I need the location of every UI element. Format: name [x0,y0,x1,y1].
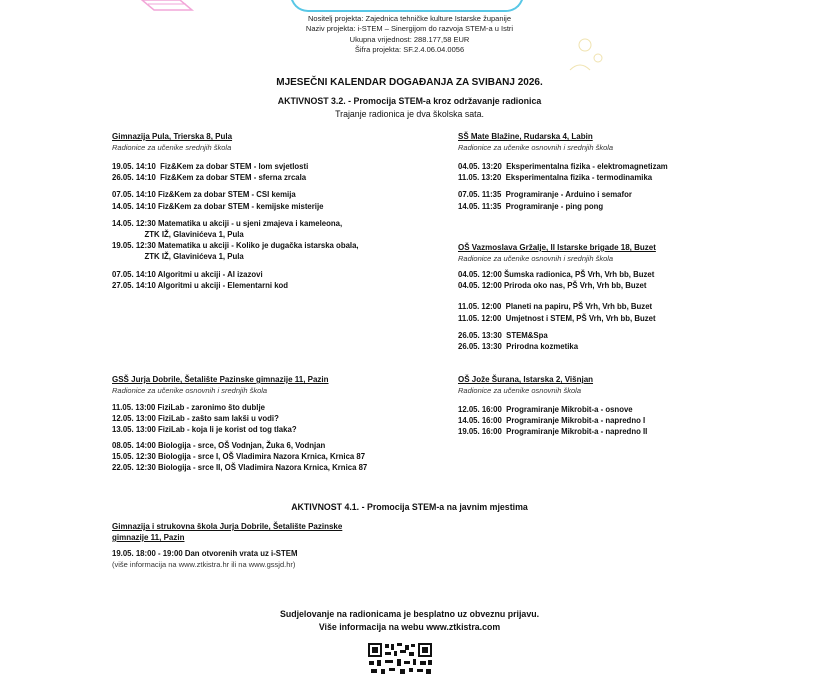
project-meta [0,14,819,55]
section-visnjan [458,374,758,438]
event-item: 14.05. 16:00 Programiranje Mikrobit-a - napredno I [458,416,646,426]
event-item: 04.05. 12:00 Šumska radionica, PŠ Vrh, Vrh bb, Buzet [458,270,655,279]
event-item: ZTK IŽ, Glavinićeva 1, Pula [112,230,244,240]
event-item: 12.05. 13:00 FiziLab - zašto sam lakši u vodi? [112,414,279,424]
event-item: 11.05. 12:00 Planeti na papiru, PŠ Vrh, Vrh bb, Buzet [458,302,653,312]
activity-heading: AKTIVNOST 3.2. - Promocija STEM-a kroz održavanje radionica [277,96,542,106]
event-item: 04.05. 13:20 Eksperimentalna fizika - elektromagnetizam [458,162,668,171]
event-item: 12.05. 16:00 Programiranje Mikrobit-a - osnove [458,405,633,414]
section-title: OŠ Jože Šurana, Istarska 2, Višnjan [458,375,594,384]
event-item: 13.05. 13:00 FiziLab - koja li je korist od tog tlaka? [112,425,297,435]
info-text: (više informacija na www.ztkistra.hr ili na www.gssjd.hr) [112,560,296,570]
event-item: 07.05. 11:35 Programiranje - Arduino i semafor [458,190,632,200]
event-item: 19.05. 14:10 Fiz&Kem za dobar STEM - lom svjetlosti [112,162,309,171]
event-item: 26.05. 14:10 Fiz&Kem za dobar STEM - sferna zrcala [112,173,307,183]
page-title: MJESEČNI KALENDAR DOGAĐANJA ZA SVIBANJ 2026. [276,77,543,88]
section-note: Radionice za učenike srednjih škola [112,143,232,152]
footer-line2: Više informacija na webu www.ztkistra.com [318,622,501,632]
section-title-line2: gimnazije 11, Pazin [112,533,185,542]
meta-name: Naziv projekta: i-STEM – Sinergijom do razvoja STEM-a u Istri [305,24,514,34]
event-item: 22.05. 12:30 Biologija - srce II, OŠ Vladimira Nazora Krnica, Krnica 87 [112,463,368,473]
event-item: 15.05. 12:30 Biologija - srce I, OŠ Vladimira Nazora Krnica, Krnica 87 [112,451,366,461]
footer-line1: Sudjelovanje na radionicama je besplatno uz obveznu prijavu. [279,609,540,619]
section-title: GSŠ Jurja Dobrile, Šetalište Pazinske gimnazije 11, Pazin [112,375,329,384]
event-item: 14.05. 12:30 Matematika u akciji - u sjeni zmajeva i kameleona, [112,218,343,228]
event-item: 19.05. 12:30 Matematika u akciji - Koliko je dugačka istarska obala, [112,241,359,251]
activity-subtitle: Trajanje radionica je dva školska sata. [335,109,484,119]
section-title-line1: Gimnazija i strukovna škola Jurja Dobrile, Šetalište Pazinske [112,522,343,531]
event-item: 14.05. 11:35 Programiranje - ping pong [458,201,604,211]
section-note: Radionice za učenike osnovnih i srednjih škola [458,143,614,152]
event-item: 26.05. 13:30 STEM&Spa [458,330,548,340]
event-item: 07.05. 14:10 Fiz&Kem za dobar STEM - CSI kemija [112,190,296,200]
header-logo-frame [290,0,524,12]
event-item: 27.05. 14:10 Algoritmi u akciji - Elementarni kod [112,280,289,290]
event-item: ZTK IŽ, Glavinićeva 1, Pula [112,252,244,262]
section-title: SŠ Mate Blažine, Rudarska 4, Labin [458,132,593,141]
footer [0,608,819,634]
section-note: Radionice za učenike osnovnih i srednjih škola [112,386,268,395]
event-item: 11.05. 12:00 Umjetnost i STEM, PŠ Vrh, Vrh bb, Buzet [458,313,656,323]
event-item: 26.05. 13:30 Prirodna kozmetika [458,342,579,352]
meta-value: Ukupna vrijednost: 288.177,58 EUR [349,34,470,44]
event-item: 11.05. 13:20 Eksperimentalna fizika - termodinamika [458,173,653,183]
section-note: Radionice za učenike osnovnih škola [458,386,581,395]
event-item: 04.05. 12:00 Priroda oko nas, PŠ Vrh, Vrh bb, Buzet [458,281,647,291]
section-title: OŠ Vazmoslava Gržalje, II Istarske brigade 18, Buzet [458,243,656,252]
section-pazin [112,374,452,473]
section-buzet [458,242,778,352]
meta-code: Šifra projekta: SF.2.4.06.04.0056 [354,44,465,54]
event-item: 11.05. 13:00 FiziLab - zaronimo što dublje [112,403,265,412]
section-title: Gimnazija Pula, Trierska 8, Pula [112,132,233,141]
section-labin [458,131,758,212]
event-item: 07.05. 14:10 Algoritmi u akciji - AI izazovi [112,269,263,279]
event-item: 19.05. 16:00 Programiranje Mikrobit-a - napredno II [458,427,648,437]
section-note: Radionice za učenike osnovnih i srednjih škola [458,254,614,263]
activity2-heading: AKTIVNOST 4.1. - Promocija STEM-a na javnim mjestima [291,502,528,512]
meta-holder: Nositelj projekta: Zajednica tehničke kulture Istarske županije [307,14,512,23]
qr-code-image [367,642,433,675]
section-pula [112,131,442,291]
event-item: 19.05. 18:00 - 19:00 Dan otvorenih vrata uz i-STEM [112,549,298,558]
event-item: 14.05. 14:10 Fiz&Kem za dobar STEM - kemijske misterije [112,201,324,211]
event-item: 08.05. 14:00 Biologija - srce, OŠ Vodnjan, Žuka 6, Vodnjan [112,440,326,450]
section-activity2 [112,521,452,570]
